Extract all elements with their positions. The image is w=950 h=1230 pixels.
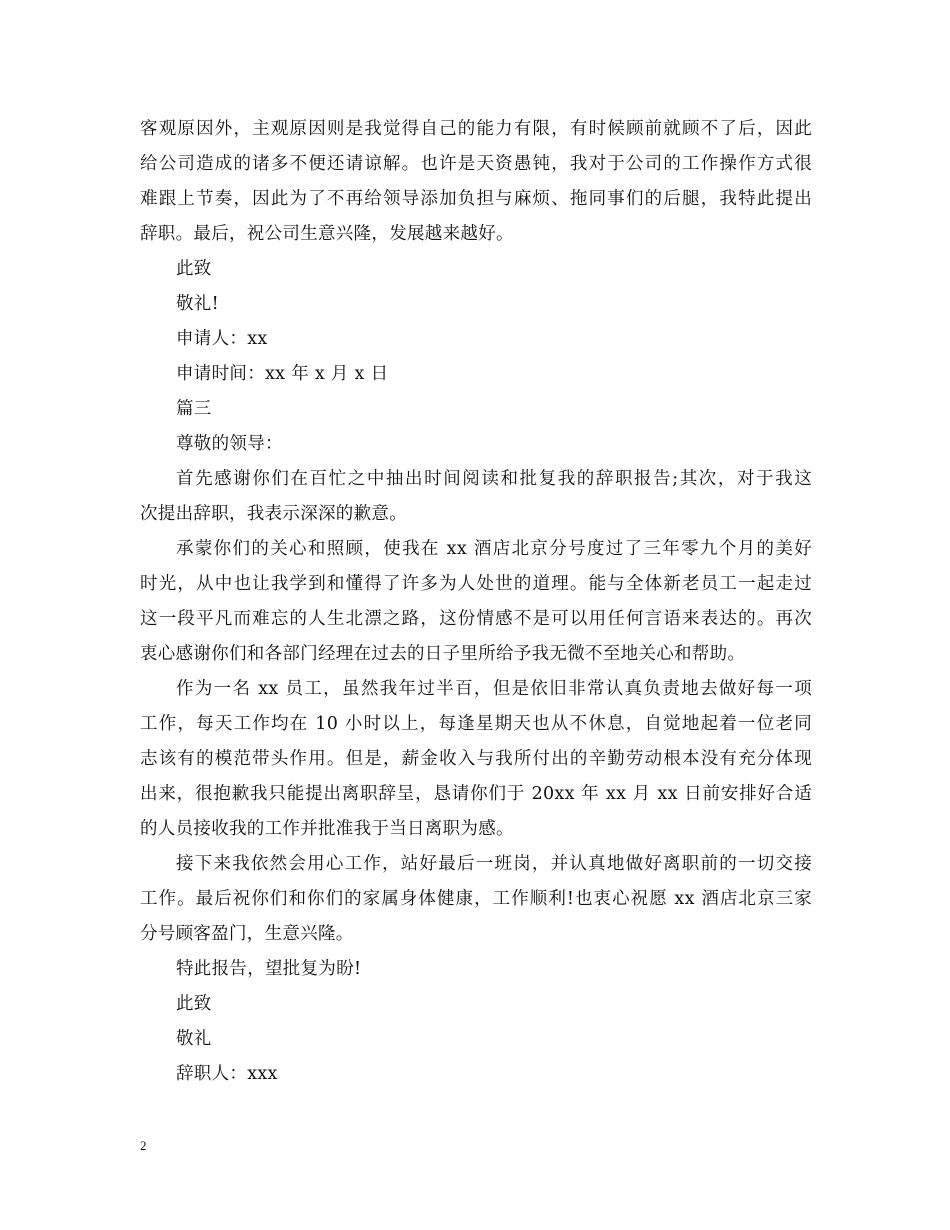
greeting: 尊敬的领导： [176, 434, 283, 454]
text-line: 承蒙你们的关心和照顾，使我在 xx 酒店北京分号度过了三年零九个月的美好 [176, 539, 812, 559]
text-line: 工作，每天工作均在 10 小时以上，每逢星期天也从不休息，自觉地起着一位老同 [140, 714, 812, 734]
text-line: 分号顾客盈门，生意兴隆。 [140, 924, 354, 944]
text-line: 时光，从中也让我学到和懂得了许多为人处世的道理。能与全体新老员工一起走过 [140, 574, 812, 594]
text-line: 衷心感谢你们和各部门经理在过去的日子里所给予我无微不至地关心和帮助。 [140, 644, 746, 664]
text-line: 接下来我依然会用心工作，站好最后一班岗，并认真地做好离职前的一切交接 [176, 854, 812, 874]
closing-salutation: 此致 [176, 994, 212, 1014]
closing-regards: 敬礼! [176, 294, 219, 314]
text-line: 这一段平凡而难忘的人生北漂之路，这份情感不是可以用任何言语来表达的。再次 [140, 609, 812, 629]
text-line: 志该有的模范带头作用。但是，薪金收入与我所付出的辛勤劳动根本没有充分体现 [140, 749, 812, 769]
report-closing: 特此报告，望批复为盼! [176, 959, 362, 979]
text-line: 客观原因外，主观原因则是我觉得自己的能力有限，有时候顾前就顾不了后，因此 [140, 119, 812, 139]
text-line: 难跟上节奏，因此为了不再给领导添加负担与麻烦、拖同事们的后腿，我特此提出 [140, 189, 812, 209]
text-line: 工作。最后祝你们和你们的家属身体健康，工作顺利!也衷心祝愿 xx 酒店北京三家 [140, 889, 812, 909]
text-line: 出来，很抱歉我只能提出离职辞呈，恳请你们于 20xx 年 xx 月 xx 日前安排好合适 [140, 784, 812, 804]
closing-regards: 敬礼 [176, 1029, 212, 1049]
text-line: 给公司造成的诸多不便还请谅解。也许是天资愚钝，我对于公司的工作操作方式很 [140, 154, 812, 174]
resigner-name: 辞职人：xxx [176, 1064, 278, 1084]
text-line: 次提出辞职，我表示深深的歉意。 [140, 504, 407, 524]
document-body [140, 112, 812, 1092]
closing-salutation: 此致 [176, 259, 212, 279]
application-date: 申请时间：xx 年 x 月 x 日 [176, 364, 389, 384]
text-line: 作为一名 xx 员工，虽然我年过半百，但是依旧非常认真负责地去做好每一项 [176, 679, 812, 699]
text-line: 首先感谢你们在百忙之中抽出时间阅读和批复我的辞职报告;其次，对于我这 [176, 469, 812, 489]
applicant-name: 申请人：xx [176, 329, 268, 349]
section-heading: 篇三 [176, 399, 212, 419]
page-number: 2 [140, 1138, 147, 1153]
text-line: 的人员接收我的工作并批准我于当日离职为感。 [140, 819, 514, 839]
text-line: 辞职。最后，祝公司生意兴隆，发展越来越好。 [140, 224, 514, 244]
